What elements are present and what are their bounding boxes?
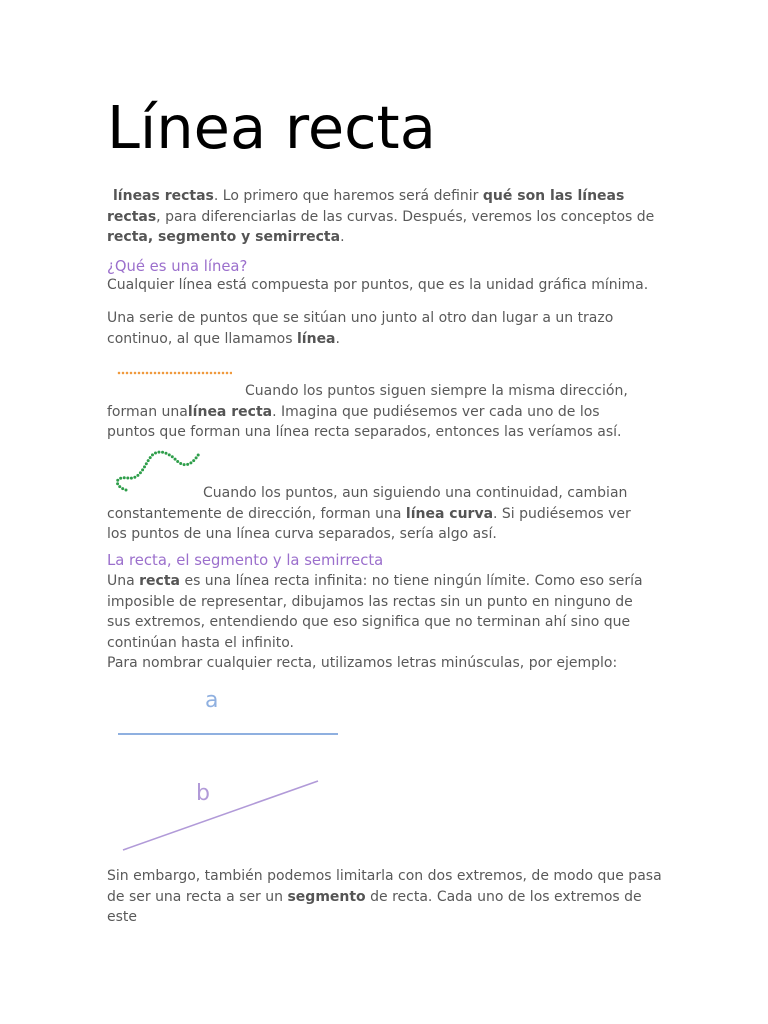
- curve-dot: [147, 459, 150, 462]
- curve-dot: [171, 455, 174, 458]
- curve-dot: [183, 463, 186, 466]
- recta-text-1: Cuando los puntos siguen siempre la misma dirección, forman una: [107, 383, 628, 420]
- curve-dot: [143, 465, 146, 468]
- curve-dot: [126, 476, 129, 479]
- section-heading-recta-segmento: La recta, el segmento y la semirrecta: [107, 552, 384, 569]
- line-b-illustration: [120, 778, 322, 854]
- paragraph-definicion-linea: Cualquier línea está compuesta por puntos, que es la unidad gráfica mínima.: [107, 277, 649, 293]
- curve-dot: [157, 451, 160, 454]
- intro-bold-1: líneas rectas: [113, 188, 214, 204]
- curve-dot: [186, 463, 189, 466]
- segmento-text-1: Sin embargo, también podemos limitarla con dos extremos, de modo que pasa de ser una recta a ser un: [107, 868, 662, 905]
- intro-text-3: .: [340, 229, 345, 245]
- paragraph-linea-recta: [107, 381, 642, 443]
- infinita-text-2: es una línea recta infinita: no tiene ningún límite. Como eso sería imposible de representar, dibujamos las rectas sin un punto en ninguno de sus extremos, entendiendo que eso significa que no terminan ahí sino que continúan hasta el infinito.: [107, 573, 643, 651]
- curve-dot: [119, 477, 122, 480]
- paragraph-recta-infinita: [107, 571, 657, 653]
- serie-text-1: Una serie de puntos que se sitúan uno junto al otro dan lugar a un trazo continuo, al que llamamos: [107, 310, 614, 347]
- recta-bold: línea recta: [187, 403, 273, 420]
- curve-dot: [141, 468, 144, 471]
- curve-dot: [130, 477, 133, 480]
- segmento-bold: segmento: [287, 888, 366, 905]
- line-label-b: b: [196, 781, 210, 806]
- curva-text-2: . Si pudiésemos ver los puntos de una línea curva separados, sería algo así.: [107, 505, 631, 542]
- curve-dot: [123, 476, 126, 479]
- segmento-text-2: de recta. Cada uno de los extremos de este: [107, 888, 642, 925]
- curve-dot: [168, 453, 171, 456]
- curve-dot: [165, 452, 168, 455]
- curve-dot: [161, 451, 164, 454]
- curve-dot: [133, 476, 136, 479]
- serie-bold: línea: [297, 330, 336, 347]
- curve-dot: [174, 458, 177, 461]
- dotted-straight-line-illustration: [117, 371, 232, 375]
- curve-dot: [149, 456, 152, 459]
- intro-paragraph: [107, 186, 663, 248]
- curve-dot: [145, 462, 148, 465]
- paragraph-nombrar-recta: Para nombrar cualquier recta, utilizamos letras minúsculas, por ejemplo:: [107, 655, 618, 671]
- curve-dot: [136, 474, 139, 477]
- curve-dot: [179, 462, 182, 465]
- infinita-bold: recta: [139, 573, 180, 589]
- curve-dot: [151, 453, 154, 456]
- curve-dot: [197, 453, 200, 456]
- page-title: Línea recta: [107, 93, 436, 162]
- curve-dot: [139, 471, 142, 474]
- line-label-a: a: [205, 688, 219, 713]
- curve-dot: [195, 456, 198, 459]
- curve-dot: [189, 461, 192, 464]
- line-a-illustration: [116, 730, 340, 738]
- paragraph-serie-puntos: [107, 308, 663, 349]
- curve-dot: [176, 460, 179, 463]
- paragraph-segmento: [107, 866, 663, 928]
- intro-text-1: . Lo primero que haremos será definir: [213, 188, 483, 204]
- paragraph-linea-curva: [107, 483, 642, 545]
- intro-text-2: , para diferenciarlas de las curvas. Después, veremos los conceptos de: [156, 208, 655, 225]
- curva-text-1: Cuando los puntos, aun siguiendo una continuidad, cambian constantemente de dirección, forman una: [107, 485, 628, 522]
- curve-dot: [116, 479, 119, 482]
- intro-bold-2: qué son las líneas rectas: [107, 188, 625, 225]
- infinita-text-1: Una: [107, 573, 140, 589]
- serie-text-2: .: [335, 330, 340, 347]
- curva-bold: línea curva: [405, 505, 494, 522]
- recta-text-2: . Imagina que pudiésemos ver cada uno de los puntos que forman una línea recta separados, entonces las veríamos así.: [107, 403, 622, 440]
- intro-bold-3: recta, segmento y semirrecta: [107, 229, 341, 245]
- curve-dot: [192, 459, 195, 462]
- curve-dot: [154, 451, 157, 454]
- section-heading-que-es-linea: ¿Qué es una línea?: [107, 258, 248, 275]
